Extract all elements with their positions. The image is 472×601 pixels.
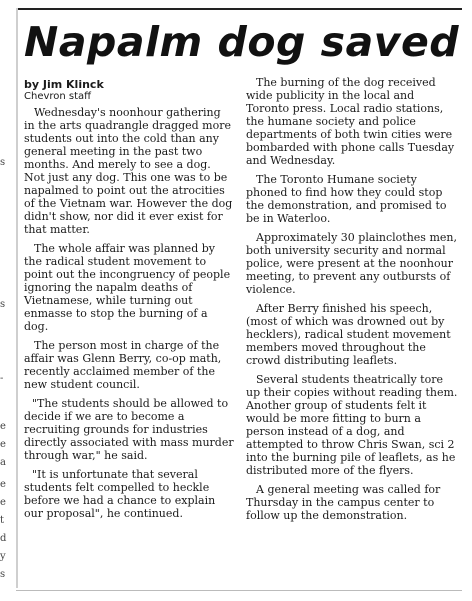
margin-fragment: d bbox=[0, 533, 7, 544]
margin-fragment: y bbox=[0, 551, 6, 562]
bottom-rule bbox=[16, 590, 462, 591]
margin-fragment: s bbox=[0, 299, 6, 310]
headline: Napalm dog saved bbox=[24, 18, 460, 66]
paragraph: Approximately 30 plainclothes men, both university security and normal police, were present at the noonhour meeting, to prevent any outbursts of violence. bbox=[246, 231, 457, 296]
byline-block bbox=[24, 78, 234, 103]
margin-fragment: e bbox=[0, 421, 6, 432]
margin-fragment: e bbox=[0, 479, 6, 490]
article-column-right bbox=[246, 76, 458, 528]
paragraph: The whole affair was planned by the radical student movement to point out the incongruency of people ignoring the napalm deaths of Vietnamese, while turning out enmasse to stop the burning of a dog. bbox=[24, 242, 231, 333]
byline-affiliation: Chevron staff bbox=[24, 91, 92, 102]
paragraph: Several students theatrically tore up their copies without reading them. Another group of students felt it would be more fitting to burn a person instead of a dog, and attempted to throw Chris Swan, sci 2 into the burning pile of leaflets, as he distributed more of the flyers. bbox=[246, 373, 458, 477]
paragraph: A general meeting was called for Thursday in the campus center to follow up the demonstration. bbox=[246, 483, 441, 522]
margin-fragment: s bbox=[0, 157, 6, 168]
margin-fragment: t bbox=[0, 515, 5, 526]
top-rule bbox=[16, 8, 462, 10]
paragraph: The burning of the dog received wide publicity in the local and Toronto press. Local radio stations, the humane society and police departments of both twin cities were bombarded with phone calls Tuesday and Wednesday. bbox=[246, 76, 455, 167]
margin-fragment: a bbox=[0, 457, 6, 468]
margin-fragment: e bbox=[0, 497, 6, 508]
article-column-left bbox=[24, 106, 234, 526]
paragraph: "The students should be allowed to decide if we are to become a recruiting grounds for industries directly associated with mass murder through war," he said. bbox=[24, 397, 234, 462]
paragraph: The person most in charge of the affair was Glenn Berry, co-op math, recently acclaimed member of the new student council. bbox=[24, 339, 222, 391]
paragraph: "It is unfortunate that several students felt compelled to heckle before we had a chance to explain our proposal", he continued. bbox=[24, 468, 216, 520]
left-column-edge bbox=[16, 8, 18, 588]
margin-fragment: e bbox=[0, 439, 6, 450]
margin-fragment: - bbox=[0, 373, 4, 384]
paragraph: The Toronto Humane society phoned to find how they could stop the demonstration, and promised to be in Waterloo. bbox=[246, 173, 447, 225]
byline: by Jim Klinck bbox=[24, 78, 104, 91]
paragraph: Wednesday's noonhour gathering in the arts quadrangle dragged more students out into the cold than any general meeting in the past two months. And merely to see a dog. Not just any dog. This one was to be napalmed to point out the atrocities of the Vietnam war. However the dog didn't show, nor did it ever exist for that matter. bbox=[24, 106, 233, 236]
margin-fragment: s bbox=[0, 569, 6, 580]
paragraph: After Berry finished his speech, (most of which was drowned out by hecklers), radical student movement members moved throughout the crowd distributing leaflets. bbox=[246, 302, 451, 367]
